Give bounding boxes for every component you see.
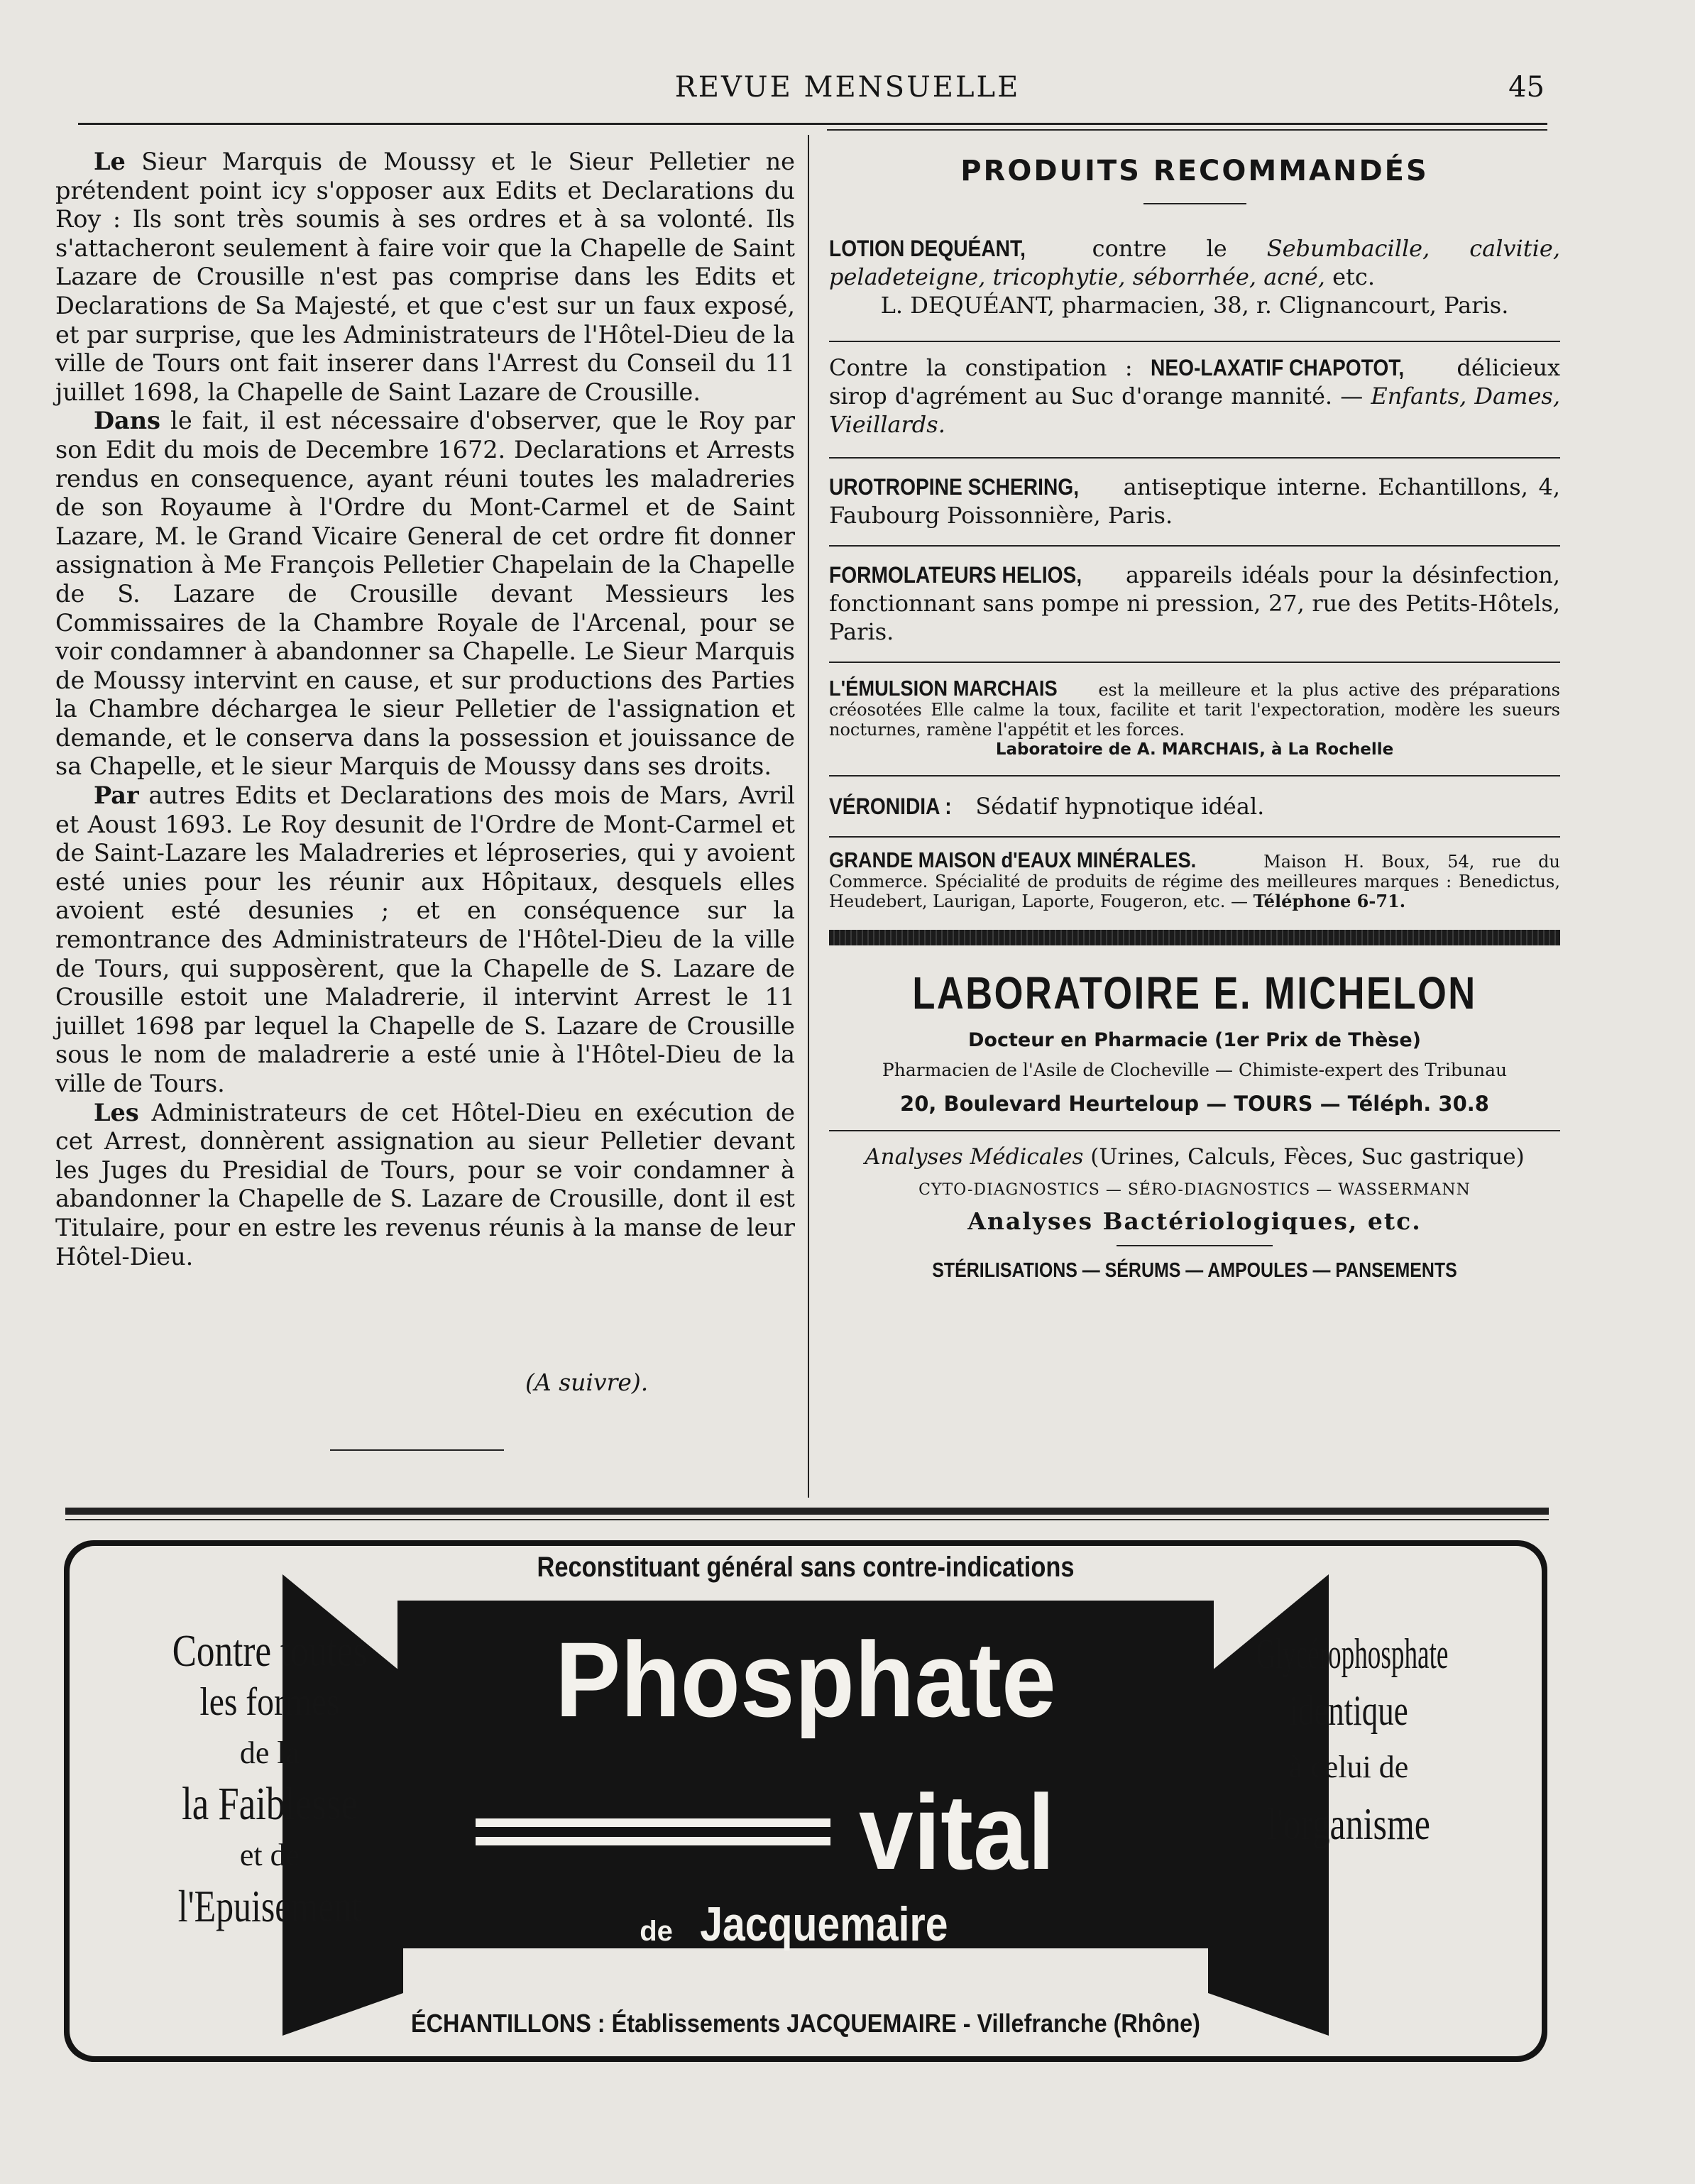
- brand-name: VÉRONIDIA :: [829, 794, 952, 819]
- product-bars: [476, 1818, 830, 1845]
- ad-indications: Sebumbacille, calvitie, peladeteigne, tricophytie, séborrhée, acné,: [829, 235, 1561, 290]
- ad-left-line: les formes: [199, 1680, 340, 1724]
- paragraph-text: le fait, il est nécessaire d'observer, que le Roy par son Edit du mois de Decembre 1672. Declarations et Arrests rendus en consequence, ayant réuni toutes les maladreries de son Royaume à l'Ordre du Mont-Carmel et de Saint Lazare, M. le Grand Vicaire General de cet ordre fit donner assignation à Me François Pelletier Chapelain de la Chapelle de S. Lazare de Crousille devant Messieurs les Commissaires de la Chambre Royale de l'Arcenal, pour se voir condamner à abandonner sa Chapelle. Le Sieur Marquis de Moussy intervint en cause, et sur productions des Parties la Chambre déchargea le sieur Pelletier de l'assignation et demande, et le conserva dans la possession et jouissance de sa Chapelle, et le sieur Marquis de Moussy dans ses droits.: [55, 407, 795, 781]
- paragraph-lead: Par: [94, 781, 139, 810]
- ad-text: Maison H. Boux, 54, rue du Commerce. Spécialité de produits de régime des meilleures marques : Benedictus, Heudebert, Laurigan, Laporte, Fougeron, etc. —: [829, 852, 1560, 911]
- michelon-doctor: Docteur en Pharmacie (1er Prix de Thèse): [968, 1029, 1421, 1051]
- thick-divider: [829, 930, 1560, 945]
- paragraph-4: [55, 1099, 795, 1272]
- divider: [829, 662, 1560, 663]
- michelon-bacterio: Analyses Bactériologiques, etc.: [967, 1207, 1422, 1235]
- ad-right-line: identique: [1289, 1687, 1408, 1734]
- product-name-vital: vital: [859, 1772, 1055, 1892]
- ad-phone: Téléphone 6-71.: [1253, 891, 1406, 911]
- ad-emulsion-marchais: [829, 676, 1560, 759]
- ad-right-line: l'organisme: [1267, 1799, 1430, 1849]
- a-suivre: (A suivre).: [525, 1368, 649, 1396]
- ad-samples-line: ÉCHANTILLONS : Établissements JACQUEMAIRE - Villefranche (Rhône): [411, 2009, 1200, 2038]
- divider: [829, 1130, 1560, 1131]
- ad-right-text: [1200, 1625, 1498, 1853]
- ad-address: L. DEQUÉANT, pharmacien, 38, r. Clignancourt, Paris.: [880, 292, 1509, 319]
- ad-text: antiseptique interne. Echantillons, 4, Faubourg Poissonnière, Paris.: [829, 473, 1561, 529]
- divider-short: [1117, 1245, 1273, 1246]
- ad-left-line: la Faiblesse: [182, 1778, 358, 1830]
- ad-right-line: à celui de: [1288, 1750, 1409, 1784]
- ad-veronidia: [829, 792, 1560, 821]
- page-number: 45: [1508, 71, 1545, 104]
- brand-name: NEO-LAXATIF CHAPOTOT,: [1151, 355, 1405, 380]
- ad-formolateurs: [829, 561, 1560, 646]
- paragraph-lead: Dans: [94, 407, 160, 435]
- brand-name: UROTROPINE SCHERING,: [829, 474, 1080, 500]
- ad-text: est la meilleure et la plus active des préparations créosotées Elle calme la toux, facilite et tarit l'expectoration, modère les sueurs nocturnes, ramène l'appétit et les forces.: [829, 680, 1560, 740]
- paragraph-text: Sieur Marquis de Moussy et le Sieur Pelletier ne prétendent point icy s'opposer aux Edits et Declarations du Roy : Ils sont très soumis à ses ordres et à sa volonté. Ils s'attacheront seulement à faire voir que la Chapelle de Saint Lazare de Crousille n'est pas comprise dans les Edits et Declarations de Sa Majesté, et que c'est sur un faux exposé, et par surprise, que les Administrateurs de l'Hôtel-Dieu de la ville de Tours ont fait inserer dans l'Arrest du Conseil du 11 juillet 1698, la Chapelle de Saint Lazare de Crousille.: [55, 148, 795, 406]
- paragraph-lead: Le: [94, 148, 126, 175]
- michelon-diagnostics: CYTO-DIAGNOSTICS — SÉRO-DIAGNOSTICS — WASSERMANN: [918, 1181, 1471, 1199]
- header-rule: [78, 123, 1547, 125]
- brand-name: LOTION DEQUÉANT,: [829, 236, 1026, 261]
- column-separator: [808, 135, 809, 1498]
- analyses-label: Analyses Médicales: [865, 1144, 1084, 1170]
- divider: [829, 775, 1560, 777]
- paragraph-text: Administrateurs de cet Hôtel-Dieu en exécution de cet Arrest, donnèrent assignation au sieur Pelletier devant les Juges du Presidial de Tours, pour se voir condamner à abandonner la Chapelle de S. Lazare de Crousille, dont il est Titulaire, pour en estre les revenus réunis à la manse de leur Hôtel-Dieu.: [55, 1098, 795, 1271]
- running-title: REVUE MENSUELLE: [674, 71, 1021, 104]
- ad-text: délicieux sirop d'agrément au Suc d'orange mannité. —: [829, 354, 1561, 410]
- divider: [829, 545, 1560, 547]
- heading-rule: [1143, 203, 1246, 204]
- ad-urotropine: [829, 473, 1560, 529]
- michelon-sterilisations: STÉRILISATIONS — SÉRUMS — AMPOULES — PANSEMENTS: [932, 1259, 1457, 1282]
- ad-audience: Enfants, Dames, Vieillards.: [829, 383, 1561, 438]
- ad-left-line: l'Epuisement: [177, 1881, 362, 1931]
- maker-line: [397, 1897, 1214, 1952]
- ad-tagline: Reconstituant général sans contre-indications: [537, 1552, 1075, 1583]
- ad-top-rule-thin: [65, 1519, 1549, 1520]
- divider: [829, 457, 1560, 459]
- ads-column: [829, 146, 1560, 1283]
- divider: [829, 836, 1560, 838]
- brand-name: FORMOLATEURS HELIOS,: [829, 562, 1082, 588]
- ad-text: appareils idéals pour la désinfection, fonctionnant sans pompe ni pression, 27, rue des Petits-Hôtels, Paris.: [829, 561, 1561, 645]
- brand-name: L'ÉMULSION MARCHAIS: [829, 676, 1058, 701]
- michelon-analyses: [829, 1144, 1560, 1170]
- header-rule-thin: [827, 129, 1547, 131]
- ad-left-line: de la: [239, 1735, 300, 1770]
- ad-lead: Contre la constipation :: [829, 354, 1133, 381]
- ad-laboratory: Laboratoire de A. MARCHAIS, à La Rochelle: [995, 740, 1394, 759]
- paragraph-lead: Les: [94, 1098, 139, 1126]
- ad-text: contre le: [1092, 235, 1227, 262]
- michelon-asile: Pharmacien de l'Asile de Clocheville — Chimiste-expert des Tribunau: [882, 1060, 1508, 1080]
- ad-top-rule: [65, 1508, 1549, 1515]
- paragraph-1: [55, 148, 795, 407]
- maker-name: Jacquemaire: [700, 1897, 948, 1951]
- divider: [829, 341, 1560, 342]
- article-end-rule: [330, 1449, 504, 1451]
- brand-name: GRANDE MAISON d'EAUX MINÉRALES.: [829, 847, 1197, 872]
- ad-left-text: [128, 1625, 412, 1932]
- article-column: [55, 148, 795, 1271]
- michelon-address: 20, Boulevard Heurteloup — TOURS — Téléph. 30.8: [900, 1092, 1489, 1116]
- ad-eaux-minerales: [829, 847, 1560, 911]
- ad-text: etc.: [1332, 263, 1375, 290]
- ad-lotion-dequeant: [829, 234, 1560, 319]
- paragraph-2: [55, 407, 795, 781]
- paragraph-3: [55, 781, 795, 1099]
- paragraph-text: autres Edits et Declarations des mois de Mars, Avril et Aoust 1693. Le Roy desunit de l'Ordre de Mont-Carmel et de Saint-Lazare les Maladreries et léproseries, qui y avoient esté unies pour les réunir aux Hôpitaux, desquels elles avoient esté desunies ; et en conséquence sur la remontrance des Administrateurs de l'Hôtel-Dieu de la ville de Tours, qui supposèrent, que la Chapelle de S. Lazare de Crousille estoit une Maladrerie, il intervint Arrest le 11 juillet 1698 par lequel la Chapelle de S. Lazare de Crousille sous le nom de maladrerie a esté unie à l'Hôtel-Dieu de la ville de Tours.: [55, 781, 795, 1097]
- ad-right-line: Glycérophosphate: [1256, 1630, 1449, 1677]
- ad-left-line: Contre toutes: [172, 1625, 368, 1676]
- michelon-title: LABORATOIRE E. MICHELON: [912, 967, 1477, 1019]
- product-name-phosphate: Phosphate: [555, 1620, 1056, 1739]
- maker-prefix: de: [640, 1916, 673, 1947]
- ad-neo-laxatif: [829, 353, 1560, 439]
- ad-text: Sédatif hypnotique idéal.: [975, 793, 1265, 820]
- analyses-list: (Urines, Calculs, Fèces, Suc gastrique): [1090, 1144, 1525, 1170]
- section-heading: PRODUITS RECOMMANDÉS: [960, 155, 1429, 187]
- ad-left-line: et de: [239, 1838, 300, 1872]
